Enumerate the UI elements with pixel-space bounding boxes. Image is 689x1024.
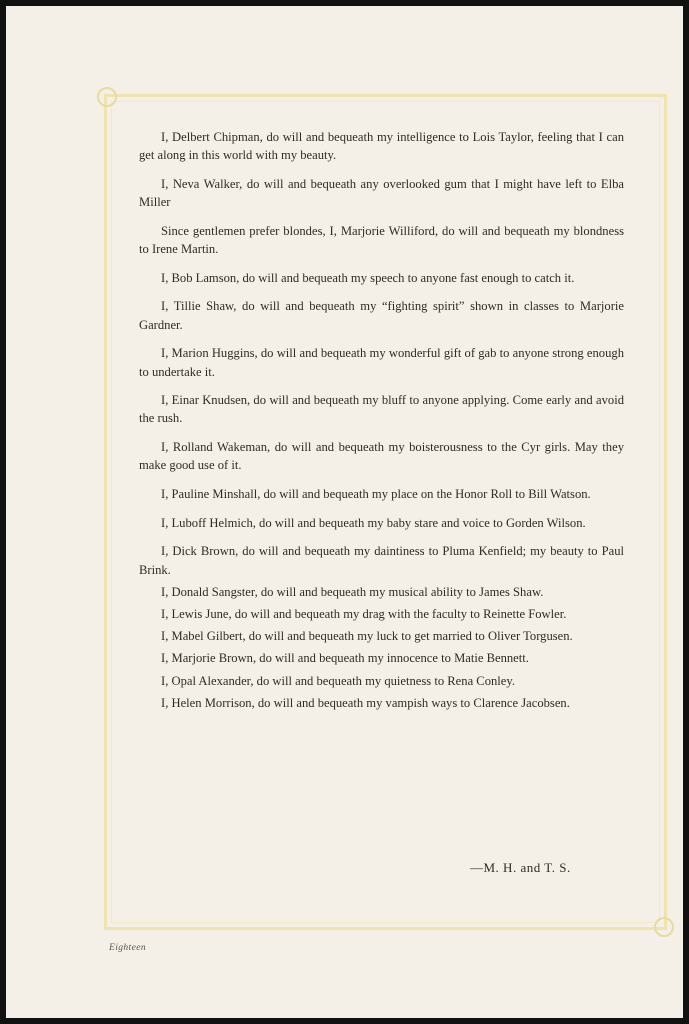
bequest-paragraph: I, Mabel Gilbert, do will and bequeath my luck to get married to Oliver Torgusen. — [161, 629, 573, 644]
bequest-paragraph: I, Opal Alexander, do will and bequeath my quietness to Rena Conley. — [161, 673, 516, 688]
bequest-paragraph: I, Rolland Wakeman, do will and bequeath my boisterousness to the Cyr girls. May they make good use of it. — [139, 440, 624, 473]
bequest-paragraph: I, Dick Brown, do will and bequeath my daintiness to Pluma Kenfield; my beauty to Paul Brink. — [139, 544, 624, 577]
bequest-paragraph: I, Donald Sangster, do will and bequeath my musical ability to James Shaw. — [161, 584, 544, 599]
bequest-paragraph: I, Einar Knudsen, do will and bequeath my bluff to anyone applying. Come early and avoid the rush. — [139, 393, 624, 426]
signature: —M. H. and T. S. — [470, 860, 571, 875]
bequest-paragraph: I, Delbert Chipman, do will and bequeath my intelligence to Lois Taylor, feeling that I can get along in this world with my beauty. — [139, 130, 624, 163]
bequest-paragraph: I, Luboff Helmich, do will and bequeath my baby stare and voice to Gorden Wilson. — [161, 515, 586, 530]
bequest-paragraph: I, Helen Morrison, do will and bequeath my vampish ways to Clarence Jacobsen. — [161, 695, 570, 710]
bequest-paragraph: Since gentlemen prefer blondes, I, Marjorie Williford, do will and bequeath my blondness to Irene Martin. — [139, 223, 624, 257]
bequest-paragraph: I, Lewis June, do will and bequeath my drag with the faculty to Reinette Fowler. — [161, 607, 567, 622]
bequest-paragraph: I, Bob Lamson, do will and bequeath my speech to anyone fast enough to catch it. — [161, 270, 575, 285]
bequest-paragraph: I, Marion Huggins, do will and bequeath my wonderful gift of gab to anyone strong enough to undertake it. — [139, 346, 624, 379]
bequest-paragraph: I, Tillie Shaw, do will and bequeath my “fighting spirit” shown in classes to Marjorie Gardner. — [139, 299, 624, 332]
page-number: Eighteen — [109, 943, 146, 953]
bequest-paragraph: I, Marjorie Brown, do will and bequeath my innocence to Matie Bennett. — [161, 651, 529, 666]
bequest-paragraph: I, Pauline Minshall, do will and bequeath my place on the Honor Roll to Bill Watson. — [161, 487, 591, 502]
bequest-paragraph: I, Neva Walker, do will and bequeath any overlooked gum that I might have left to Elba Miller — [139, 176, 624, 210]
bequest-list — [139, 128, 624, 716]
